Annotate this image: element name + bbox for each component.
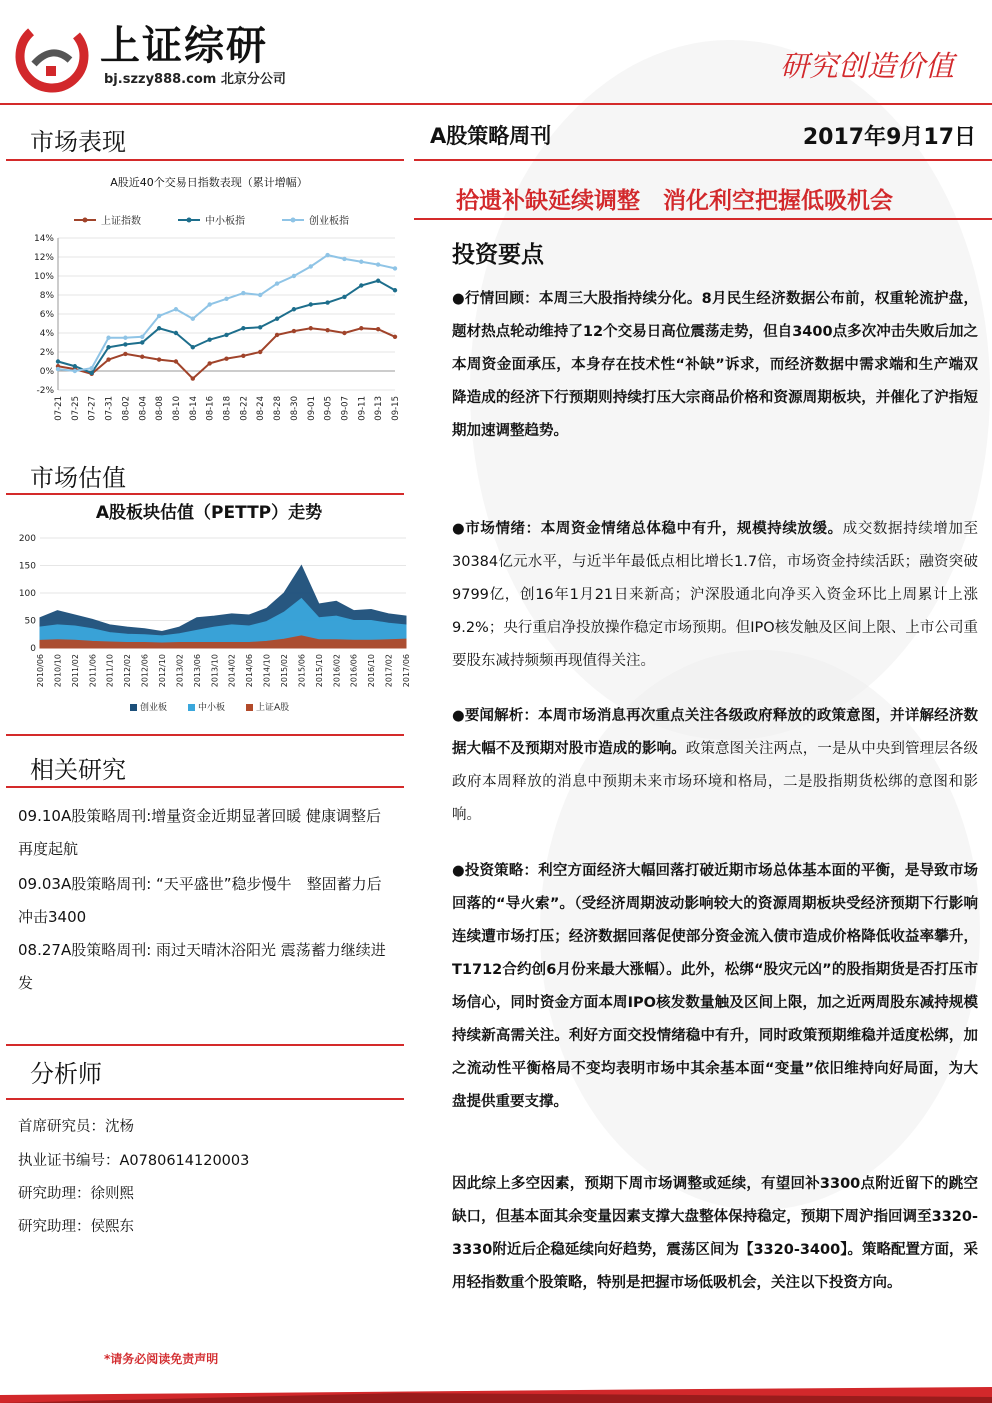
- paragraph-lead: ●要闻解析：本周市场消息再次重点关注各级政府释放的政策意图，并详解经济数据大幅不及预期对股市造成的影响。: [452, 708, 978, 757]
- related-item[interactable]: 09.03A股策略周刊: “天平盛世”稳步慢牛 整固蓄力后冲击3400: [18, 875, 382, 926]
- x-tick-label: 08-22: [239, 396, 250, 421]
- y-tick-label: 6%: [39, 310, 54, 320]
- x-tick-label: 09-07: [340, 396, 351, 421]
- y-tick-label: 2%: [39, 348, 54, 358]
- data-point: [342, 295, 346, 299]
- data-point: [393, 335, 397, 339]
- x-tick-label: 07-21: [54, 396, 64, 421]
- legend-label: 中小板指: [205, 216, 245, 227]
- x-tick-label: 08-10: [171, 396, 182, 421]
- data-point: [106, 336, 110, 340]
- legend-label: 上证指数: [101, 216, 141, 227]
- x-tick-label: 08-30: [289, 396, 300, 421]
- slogan: 研究创造价值: [779, 49, 954, 83]
- paragraph-strategy: ●投资策略：利空方面经济大幅回落打破近期市场总体基本面的平衡，是导致市场回落的“导火索”。（受经济周期波动影响较大的资源周期板块受经济预期下行影响连续遭市场打压；经济数据回落促使部分资金流入债市造成价格降低收益率攀升，T1712合约创6月份来最大涨幅）。此外，松绑“股灾元凶”的股指期货是否打压市场信心，同时资金方面本周IPO核发数量触及区间上限，加之近两周股东减持规模持续新高需关注。利好方面交投情绪稳中有升，同时政策预期维稳并适度松绑，加之流动性平衡格局不变均表明市场中其余基本面“变量”依旧维持向好局面，为大盘提供重要支撑。: [452, 863, 978, 1110]
- x-tick-label: 08-14: [188, 396, 199, 421]
- related-item[interactable]: 09.10A股策略周刊:增量资金近期显著回暖 健康调整后再度起航: [18, 807, 382, 858]
- data-point: [123, 352, 127, 356]
- data-point: [376, 279, 380, 283]
- series-line: [58, 255, 395, 371]
- y-tick-label: 10%: [33, 272, 54, 282]
- section-title-analyst: 分析师: [30, 1060, 102, 1088]
- x-tick-label: 2015/06: [297, 654, 307, 688]
- data-point: [359, 283, 363, 287]
- data-point: [191, 317, 195, 321]
- analyst-chief: 首席研究员：沈杨: [18, 1119, 134, 1135]
- logo-icon: [16, 20, 88, 92]
- y-tick-label: -2%: [36, 386, 54, 396]
- data-point: [157, 357, 161, 361]
- data-point: [140, 355, 144, 359]
- paragraph-body: 成交数据持续增加至30384亿元水平，与近半年最低点相比增长1.7倍，市场资金持续活跃；融资突破9799亿，创16年1月21日来新高；沪深股通北向净买入资金环比上周累计上涨9.2%；央行重启净投放操作稳定市场预期。但IPO核发触及区间上限、上市公司重要股东减持频频再现值得关注。: [452, 521, 979, 669]
- data-point: [359, 260, 363, 264]
- header-divider: [0, 103, 992, 105]
- data-point: [309, 264, 313, 268]
- x-tick-label: 08-04: [138, 396, 149, 421]
- analyst-assistant: 研究助理：徐则熙: [18, 1186, 134, 1202]
- x-tick-label: 2012/02: [123, 654, 133, 688]
- data-point: [325, 328, 329, 332]
- x-tick-label: 09-13: [374, 396, 385, 421]
- data-point: [123, 342, 127, 346]
- legend-label: 中小板: [198, 703, 226, 713]
- report-headline: 拾遗补缺延续调整 消化利空把握低吸机会: [456, 188, 893, 214]
- footer-bar: [0, 1387, 992, 1403]
- section-divider: [6, 734, 404, 736]
- legend-swatch: [188, 704, 195, 711]
- y-tick-label: 150: [18, 561, 36, 572]
- section-title-market-performance: 市场表现: [30, 128, 126, 156]
- x-tick-label: 2012/10: [158, 654, 167, 688]
- x-tick-label: 2011/02: [70, 654, 80, 688]
- data-point: [342, 331, 346, 335]
- data-point: [359, 326, 363, 330]
- data-point: [191, 376, 195, 380]
- paragraph-conclusion: 因此综上多空因素，预期下周市场调整或延续，有望回补3300点附近留下的跳空缺口，但基本面其余变量因素支撑大盘整体保持稳定，预期下周沪指回调至3320-3330附近后企稳延续向好趋势，震荡区间为【3320-3400】。策略配置方面，采用轻指数重个股策略，特别是把握市场低吸机会，关注以下投资方向。: [452, 1176, 978, 1291]
- x-tick-label: 08-18: [222, 396, 233, 421]
- y-tick-label: 0%: [39, 367, 54, 377]
- y-tick-label: 12%: [33, 253, 54, 263]
- data-point: [224, 333, 228, 337]
- data-point: [376, 327, 380, 331]
- data-point: [174, 307, 178, 311]
- valuation-chart: [10, 496, 411, 722]
- chart-title: A股近40个交易日指数表现（累计增幅）: [110, 176, 308, 189]
- data-point: [275, 317, 279, 321]
- index-performance-chart: [10, 168, 408, 440]
- x-tick-label: 08-08: [155, 396, 166, 421]
- paragraph-news-analysis: [452, 700, 978, 832]
- data-point: [241, 326, 245, 330]
- report-header: [0, 0, 992, 104]
- x-tick-label: 2014/06: [245, 654, 255, 688]
- x-tick-label: 09-01: [306, 396, 317, 421]
- x-tick-label: 2013/02: [175, 654, 185, 688]
- data-point: [376, 262, 380, 266]
- y-tick-label: 200: [18, 534, 36, 544]
- data-point: [73, 369, 77, 373]
- section-title-related-research: 相关研究: [30, 756, 126, 784]
- report-date: 2017年9月17日: [802, 125, 976, 150]
- data-point: [258, 350, 262, 354]
- data-point: [292, 274, 296, 278]
- data-point: [275, 333, 279, 337]
- data-point: [241, 354, 245, 358]
- legend-marker: [187, 218, 192, 223]
- data-point: [157, 314, 161, 318]
- x-tick-label: 09-11: [357, 396, 368, 421]
- data-point: [174, 359, 178, 363]
- data-point: [207, 337, 211, 341]
- x-tick-label: 09-05: [323, 396, 334, 421]
- legend-marker: [291, 218, 296, 223]
- y-tick-label: 100: [18, 589, 36, 599]
- legend-label: 创业板指: [309, 216, 349, 227]
- data-point: [174, 331, 178, 335]
- paragraph-market-sentiment: [452, 513, 978, 678]
- legend-label: 上证A股: [256, 703, 290, 713]
- data-point: [325, 300, 329, 304]
- x-tick-label: 2010/06: [36, 654, 45, 688]
- data-point: [258, 293, 262, 297]
- analyst-assistant: 研究助理：侯熙东: [18, 1219, 134, 1235]
- data-point: [56, 367, 60, 371]
- x-tick-label: 08-28: [273, 396, 284, 421]
- x-tick-label: 2014/02: [227, 654, 237, 688]
- data-point: [342, 257, 346, 261]
- section-divider: [6, 1044, 404, 1046]
- x-tick-label: 08-24: [256, 396, 267, 421]
- section-divider: [6, 786, 404, 788]
- data-point: [393, 288, 397, 292]
- report-series: A股策略周刊: [430, 124, 552, 148]
- header-divider: [414, 159, 992, 161]
- data-point: [140, 335, 144, 339]
- data-point: [309, 302, 313, 306]
- logo-url: bj.szzy888.com 北京分公司: [104, 72, 286, 87]
- related-item[interactable]: 08.27A股策略周刊: 雨过天晴沐浴阳光 震荡蓄力继续进发: [18, 941, 386, 992]
- x-tick-label: 2016/06: [349, 654, 359, 688]
- y-tick-label: 4%: [39, 329, 54, 339]
- legend-label: 创业板: [140, 703, 168, 713]
- x-tick-label: 2013/10: [210, 654, 220, 688]
- y-tick-label: 8%: [39, 291, 54, 301]
- section-divider: [6, 1098, 404, 1100]
- data-point: [258, 325, 262, 329]
- data-point: [191, 345, 195, 349]
- data-point: [325, 253, 329, 257]
- data-point: [73, 364, 77, 368]
- section-divider: [6, 493, 404, 495]
- legend-swatch: [130, 704, 137, 711]
- legend-marker: [83, 218, 88, 223]
- x-tick-label: 2011/10: [105, 654, 115, 688]
- data-point: [90, 366, 94, 370]
- x-tick-label: 08-16: [205, 396, 216, 421]
- legend-swatch: [246, 704, 253, 711]
- data-point: [393, 266, 397, 270]
- data-point: [106, 357, 110, 361]
- y-tick-label: 0: [30, 644, 36, 654]
- data-point: [157, 326, 161, 330]
- paragraph-market-review: ●行情回顾：本周三大股指持续分化。8月民生经济数据公布前，权重轮流护盘，题材热点轮动维持了12个交易日高位震荡走势，但自3400点多次冲击失败后加之本周资金面承压，本身存在技术性“补缺”诉求，而经济数据中需求端和生产端双降造成的经济下行预期则持续打压大宗商品价格和资源周期板块，并催化了沪指短期加速调整趋势。: [452, 291, 978, 439]
- data-point: [207, 361, 211, 365]
- x-tick-label: 2016/02: [332, 654, 342, 688]
- data-point: [123, 336, 127, 340]
- y-tick-label: 14%: [33, 234, 54, 244]
- y-tick-label: 50: [24, 616, 36, 627]
- data-point: [292, 329, 296, 333]
- section-divider: [6, 159, 404, 161]
- data-point: [224, 297, 228, 301]
- x-tick-label: 2011/06: [88, 654, 98, 688]
- data-point: [90, 371, 94, 375]
- x-tick-label: 2015/02: [280, 654, 289, 688]
- data-point: [292, 307, 296, 311]
- x-tick-label: 2014/10: [262, 654, 272, 688]
- data-point: [207, 302, 211, 306]
- line-chart: [10, 190, 408, 456]
- paragraph-body: 政策意图关注两点，一是从中央到管理层各级政府本周释放的消息中预期未来市场环境和格局，二是股指期货松绑的意图和影响。: [452, 741, 978, 823]
- x-tick-label: 08-02: [121, 396, 132, 421]
- data-point: [309, 326, 313, 330]
- x-tick-label: 2012/06: [140, 654, 150, 688]
- x-tick-label: 07-27: [87, 396, 98, 421]
- x-tick-label: 07-25: [70, 396, 81, 421]
- section-title-market-valuation: 市场估值: [30, 464, 126, 492]
- data-point: [56, 359, 60, 363]
- chart-title: A股板块估值（PETTP）走势: [95, 503, 323, 523]
- paragraph-lead: ●市场情绪：本周资金情绪总体稳中有升，规模持续放缓。: [452, 521, 843, 537]
- data-point: [275, 281, 279, 285]
- x-tick-label: 07-31: [104, 396, 115, 421]
- x-tick-label: 2013/06: [192, 654, 202, 688]
- disclaimer-link[interactable]: *请务必阅读免责声明: [104, 1352, 219, 1366]
- headline-divider: [414, 218, 992, 220]
- x-tick-label: 2015/10: [314, 654, 324, 688]
- data-point: [224, 356, 228, 360]
- x-tick-label: 2017/06: [402, 654, 411, 688]
- x-tick-label: 2017/02: [384, 654, 394, 688]
- x-tick-label: 09-15: [391, 396, 401, 421]
- data-point: [106, 345, 110, 349]
- logo-name: 上证综研: [100, 23, 268, 69]
- area-chart: [10, 522, 411, 722]
- x-tick-label: 2010/10: [53, 654, 63, 688]
- key-points-title: 投资要点: [452, 242, 544, 268]
- analyst-license: 执业证书编号：A0780614120003: [18, 1153, 250, 1169]
- x-tick-label: 2016/10: [367, 654, 377, 688]
- data-point: [140, 340, 144, 344]
- data-point: [241, 291, 245, 295]
